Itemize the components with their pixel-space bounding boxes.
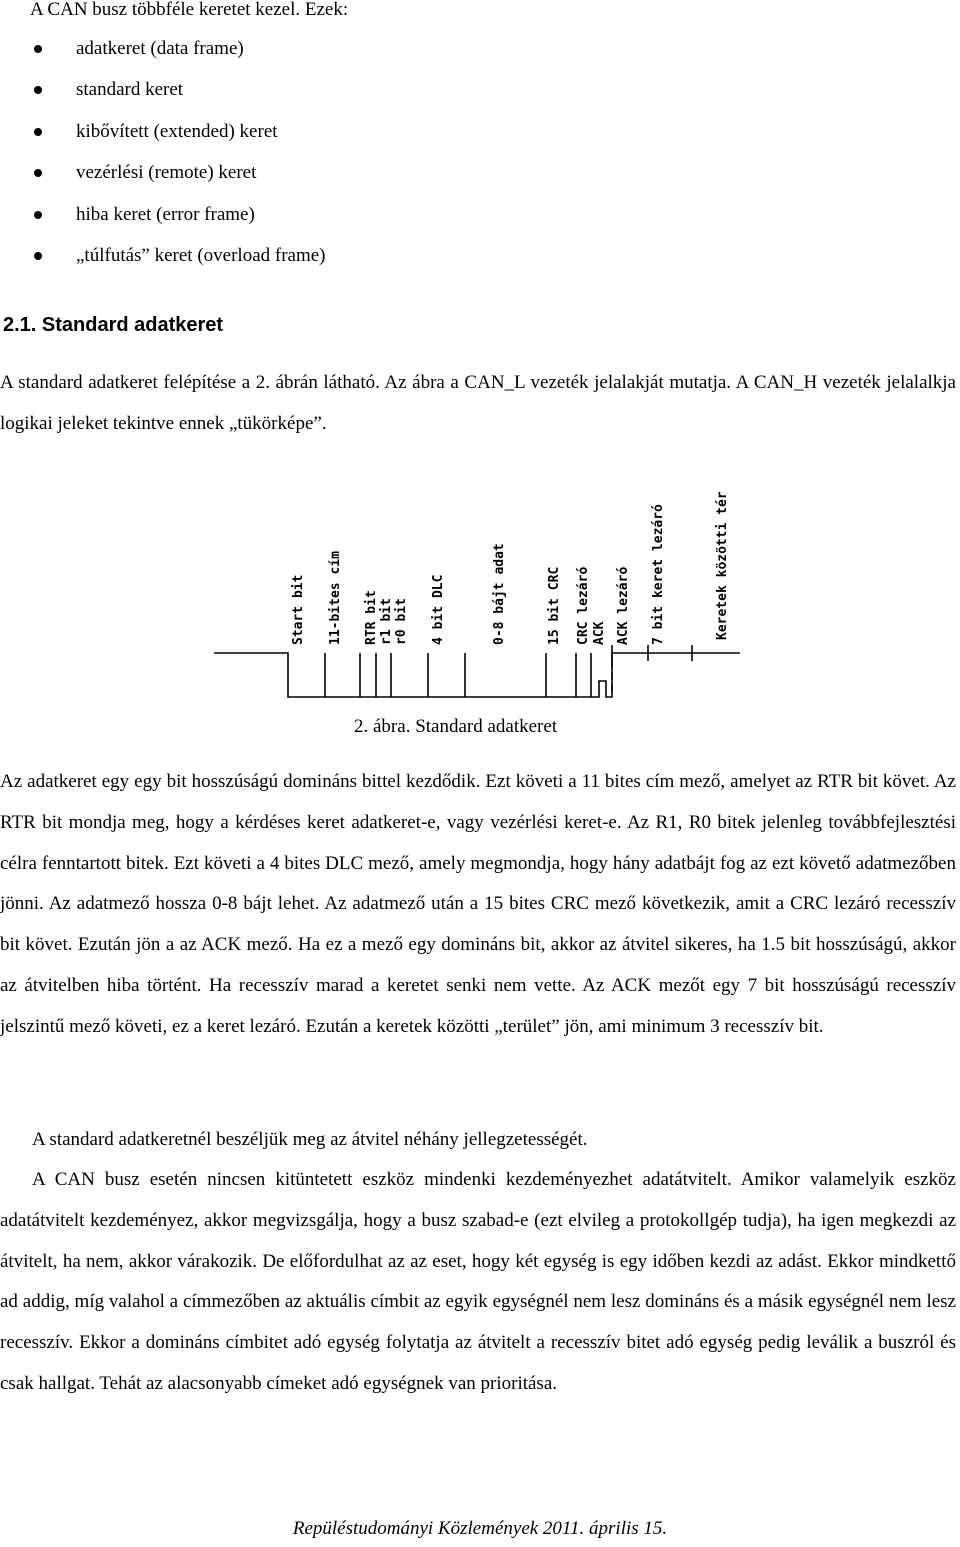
paragraph-frame-description: Az adatkeret egy egy bit hosszúságú domináns bittel kezdődik. Ezt követi a 11 bites cím mező, amelyet az RTR bit követ. Az RTR bit mondja meg, hogy a kérdéses keret adatkeret-e, vagy vezérlési keret-e. Az R1, R0 bitek jelenleg továbbfejlesztési célra fenntartott bitek. Ezt követi a 4 bites DLC mező, amely megmondja, hogy hány adatbájt fog az ezt követő adatmezőben jönni. Az adatmező hossza 0-8 bájt lehet. Az adatmező után a 15 bites CRC mező következik, amit a CRC lezáró recesszív bit követ. Ezután jön a az ACK mező. Ha ez a mező egy domináns bit, akkor az átvitel sikeres, ha 1.5 bit hosszúságú, akkor az átvitelben hiba történt. Ha recesszív marad a keretet senki nem vette. Az ACK mezőt egy 7 bit hosszúságú recesszív jelszintű mező követi, ez a keret lezáró. Ezután a keretek közötti „terület” jön, ami minimum 3 recesszív bit. (0, 771, 956, 1037)
label-dlc: 4 bit DLC (431, 574, 446, 645)
list-item: „túlfutás” keret (overload frame) (0, 235, 326, 276)
label-crc-delim: CRC lezáró (576, 566, 591, 645)
list-item: standard keret (0, 69, 326, 110)
bullet-icon (34, 86, 42, 94)
can-frame-figure (210, 475, 750, 705)
bullet-icon (34, 128, 42, 136)
label-r0: r0 bit (394, 598, 409, 645)
bullet-icon (34, 211, 42, 219)
can-frame-diagram (210, 475, 750, 705)
label-start-bit: Start bit (291, 574, 306, 645)
bullet-icon (34, 45, 42, 53)
label-rtr: RTR bit (364, 590, 379, 645)
frame-type-list (0, 28, 326, 276)
can-l-waveform (214, 645, 740, 697)
label-data: 0-8 bájt adat (492, 543, 507, 645)
label-ack-delim: ACK lezáró (616, 566, 631, 645)
intro-text: A CAN busz többféle keretet kezel. Ezek: (30, 0, 349, 20)
paragraph-arbitration: A CAN busz esetén nincsen kitüntetett eszköz mindenki kezdeményezhet adatátvitelt. Amikor valamelyik eszköz adatátvitelt kezdeményez, akkor megvizsgálja, hogy a busz szabad-e (ezt elvileg a protokollgép tudja), ha igen megkezdi az átvitelt, ha nem, akkor várakozik. De előfordulhat az az eset, hogy két egység is egy időben kezdi az adást. Ekkor mindkettő ad addig, míg valahol a címmezőben az aktuális címbit az egyik egységnél nem lesz domináns és a másik egységnél nem lesz recesszív. Ekkor a domináns címbitet adó egység folytatja az átvitelt a recesszív bitet adó egység pedig leválik a buszról és csak hallgat. Tehát az alacsonyabb címeket adó egységnek van prioritása. (0, 1169, 956, 1394)
list-item: kibővített (extended) keret (0, 111, 326, 152)
label-crc: 15 bit CRC (547, 566, 562, 645)
page-footer: Repüléstudományi Közlemények 2011. április 15. (292, 1518, 668, 1539)
label-eof: 7 bit keret lezáró (651, 504, 666, 645)
label-ifs: Keretek közötti tér (715, 491, 730, 640)
list-item: hiba keret (error frame) (0, 194, 326, 235)
list-item: vezérlési (remote) keret (0, 152, 326, 193)
bullet-icon (34, 252, 42, 260)
label-r1: r1 bit (379, 598, 394, 645)
section-heading: 2.1. Standard adatkeret (3, 314, 224, 336)
figure-caption: 2. ábra. Standard adatkeret (354, 716, 558, 737)
label-ack: ACK (592, 621, 607, 645)
bullet-icon (34, 169, 42, 177)
paragraph-transition: A standard adatkeretnél beszéljük meg az átvitel néhány jellegzetességét. (32, 1129, 588, 1150)
paragraph-intro: A standard adatkeret felépítése a 2. ábrán látható. Az ábra a CAN_L vezeték jelalakját mutatja. A CAN_H vezeték jelalalkja logikai jeleket tekintve ennek „tükörképe”. (0, 372, 956, 434)
label-address: 11-bites cím (328, 551, 343, 645)
list-item: adatkeret (data frame) (0, 28, 326, 69)
